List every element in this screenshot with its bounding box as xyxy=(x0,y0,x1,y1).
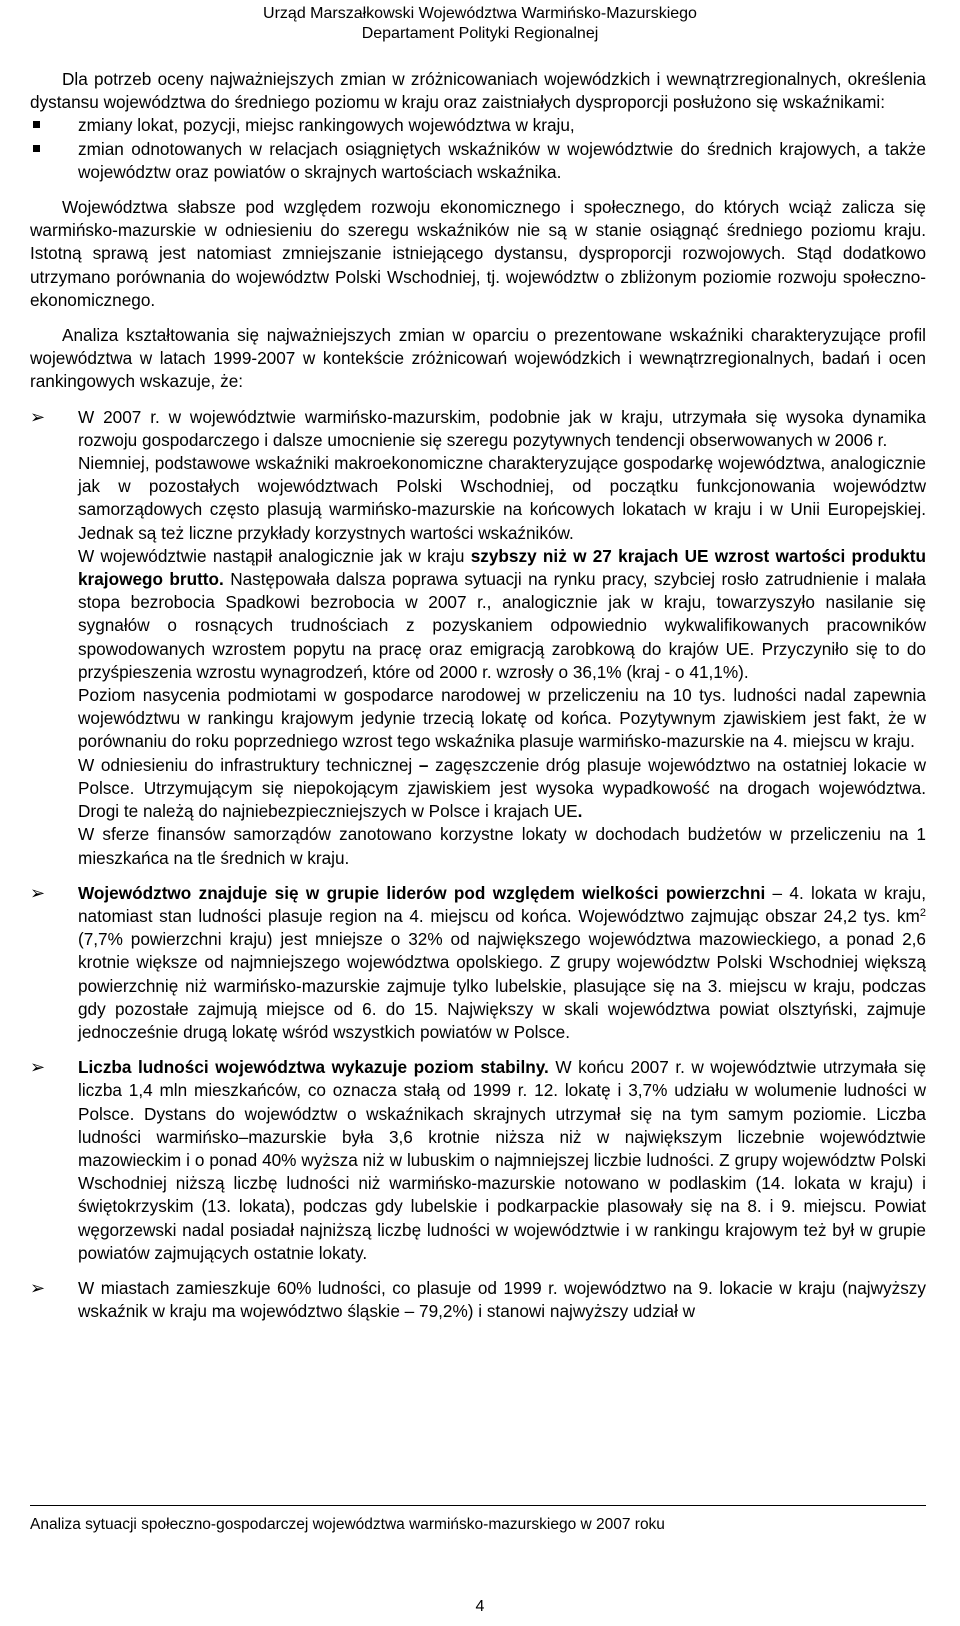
page-number: 4 xyxy=(475,1598,485,1615)
list-item xyxy=(30,114,926,137)
arrow-bullet-icon: ➢ xyxy=(30,406,46,427)
finding-paragraph: W miastach zamieszkuje 60% ludności, co plasuje od 1999 r. województwo na 9. lokacie w kraju (najwyższy wskaźnik w kraju ma województwo śląskie – 79,2%) i stanowi najwyższy udział w xyxy=(78,1277,926,1322)
bold-text-run: szybszy niż w 27 krajach UE wzrost wartości produktu krajowego brutto. xyxy=(78,545,927,590)
finding-paragraph: W sferze finansów samorządów zanotowano korzystne lokaty w dochodach budżetów w przeliczeniu na 1 mieszkańca na tle średnich w kraju. xyxy=(78,824,926,868)
text-run: W końcu 2007 r. w województwie utrzymała się liczba 1,4 mln mieszkańców, co oznacza stałą od 1999 r. 12. lokatę i 3,7% udziału w wolumenie ludności w Polsce. Dystans do województw o wskaźnikach skrajnych utrzymał się na tym samym poziomie. Liczba ludności warmińsko–mazurskie była 3,6 krotnie niższa niż w największym liczebnie województwie mazowieckim i o ponad 40% wyższa niż w lubuskim o najmniejszej liczbie ludności. Z grupy województw Polski Wschodniej niższą liczbę ludności niż warmińsko-mazurskie notowano w podlaskim (14. lokata w kraju) i świętokrzyskim (13. lokata), podczas gdy lubelskie i podkarpackie plasowały się na 8. i 9. miejscu. Powiat węgorzewski nadal posiadał najniższą liczbę ludności w województwie i w rankingu krajowym też był w grupie powiatów zajmujących ostatnie lokaty. xyxy=(78,1057,927,1263)
spacer xyxy=(30,184,926,196)
finding-paragraph xyxy=(78,545,926,684)
spacer xyxy=(30,1265,926,1277)
paragraph-weaker-regions: Województwa słabsze pod względem rozwoju ekonomicznego i społecznego, do których wciąż zalicza się warmińsko-mazurskie w odniesieniu do szeregu wskaźników nie są w stanie osiągnąć średniego poziomu kraju. Istotną sprawą jest natomiast zmniejszanie istniejącego dystansu, dysproporcji rozwojowych. Stąd dodatkowo utrzymano porównania do województw Polski Wschodniej, tj. województw o zbliżonym poziomie rozwoju społeczno-ekonomicznego. xyxy=(30,197,926,310)
paragraph-analysis: Analiza kształtowania się najważniejszych zmian w oparciu o prezentowane wskaźniki charakteryzujące profil województwa w latach 1999-2007 w kontekście zróżnicowań wojewódzkich i wewnątrzregionalnych, badań i ocen rankingowych wskazuje, że: xyxy=(30,325,926,392)
header-department: Departament Polityki Regionalnej xyxy=(361,25,599,42)
finding-economy xyxy=(30,406,926,870)
square-bullet-icon xyxy=(33,121,40,128)
arrow-bullet-icon: ➢ xyxy=(30,1277,46,1298)
spacer xyxy=(30,1044,926,1056)
superscript: 2 xyxy=(919,906,926,919)
spacer xyxy=(30,394,926,406)
spacer xyxy=(30,870,926,882)
text-run: (7,7% powierzchni kraju) jest mniejsze o 32% od największego województwa mazowieckiego, a ponad 2,6 krotnie większe od najmniejszego województwa opolskiego. Z grupy województw Polski Wschodniej większą powierzchnię niż warmińsko-mazurskie zajmuje tylko lubelskie, plasujące się na 3. miejscu w kraju, podczas gdy pozostałe zajmują miejsce od 6. do 15. Największy w skali województwa powiat olsztyński, zajmuje jednocześnie drugą lokatę wśród wszystkich powiatów w Polsce. xyxy=(78,929,926,1042)
finding-paragraph xyxy=(78,754,926,824)
bold-dash: – xyxy=(418,754,429,775)
bold-period: . xyxy=(577,801,583,822)
list-item-text: zmian odnotowanych w relacjach osiągniętych wskaźników w województwie do średnich krajowych, a także województw oraz powiatów o skrajnych wartościach wskaźnika. xyxy=(78,138,926,182)
text-run: – 4. lokata w kraju, natomiast stan ludności plasuje region na 4. miejscu od końca. Województwo zajmując obszar 24,2 tys. km xyxy=(78,882,926,926)
intro-paragraph: Dla potrzeb oceny najważniejszych zmian w zróżnicowaniach wojewódzkich i wewnątrzregionalnych, określenia dystansu województwa do średniego poziomu w kraju oraz zaistniałych dysproporcji posłużono się wskaźnikami: xyxy=(30,69,926,113)
page-header xyxy=(0,4,960,44)
arrow-bullet-icon: ➢ xyxy=(30,882,46,903)
page-footer: Analiza sytuacji społeczno-gospodarczej województwa warmińsko-mazurskiego w 2007 roku xyxy=(30,1516,665,1533)
finding-population xyxy=(30,1056,926,1265)
finding-area xyxy=(30,882,926,1044)
finding-paragraph xyxy=(78,882,926,1044)
text-run: W odniesieniu do infrastruktury technicznej xyxy=(78,754,419,775)
bold-text-run: Województwo znajduje się w grupie liderów pod względem wielkości powierzchni xyxy=(78,882,766,903)
text-run: zagęszczenie dróg plasuje województwo na ostatniej lokacie w Polsce. Utrzymującym się niepokojącym zjawiskiem jest wysoka wypadkowość na drogach województwa. Drogi te należą do najniebezpieczniejszych w Polsce i krajach UE xyxy=(78,754,926,822)
text-run: Następowała dalsza poprawa sytuacji na rynku pracy, szybciej rosło zatrudnienie i malała stopa bezrobocia Spadkowi bezrobocia w 2007 r., analogicznie jak w kraju, towarzyszyło nasilanie się sygnałów o rosnących trudnościach z pozyskaniem odpowiednio wykwalifikowanych pracowników spowodowanych wzrostem popytu na pracę oraz emigracją zarobkową do krajów UE. Przyczyniło się to do przyśpieszenia wzrostu wynagrodzeń, które od 2000 r. wzrosły o 36,1% (kraj - o 41,1%). xyxy=(78,569,926,682)
list-item-text: zmiany lokat, pozycji, miejsc rankingowych województwa w kraju, xyxy=(78,115,575,136)
document-body xyxy=(30,68,926,1323)
finding-paragraph: W 2007 r. w województwie warmińsko-mazurskim, podobnie jak w kraju, utrzymała się wysoka dynamika rozwoju gospodarczego i dalsze umocnienie się szeregu pozytywnych tendencji obserwowanych w 2006 r. xyxy=(78,406,926,450)
finding-paragraph xyxy=(78,1056,926,1265)
finding-paragraph: Poziom nasycenia podmiotami w gospodarce narodowej w przeliczeniu na 10 tys. ludności nadal zapewnia województwu w rankingu krajowym jedynie trzecią lokatę od końca. Pozytywnym zjawiskiem jest fakt, że w porównaniu do roku poprzedniego wzrost tego wskaźnika plasuje warmińsko-mazurskie na 4. miejscu w kraju. xyxy=(78,685,926,752)
text-run: W województwie nastąpił analogicznie jak w kraju xyxy=(78,545,471,566)
list-item xyxy=(30,138,926,184)
bold-text-run: Liczba ludności województwa wykazuje poziom stabilny. xyxy=(78,1057,549,1078)
spacer xyxy=(30,312,926,324)
square-bullet-icon xyxy=(33,145,40,152)
footer-divider xyxy=(30,1505,926,1506)
finding-paragraph: Niemniej, podstawowe wskaźniki makroekonomiczne charakteryzujące gospodarkę województwa, analogicznie jak w pozostałych województwach Polski Wschodniej, od początku funkcjonowania województw samorządowych często plasują warmińsko-mazurskie na końcowych lokatach w kraju i w Unii Europejskiej. Jednak są też liczne przykłady korzystnych wartości wskaźników. xyxy=(78,453,926,543)
finding-urbanization xyxy=(30,1277,926,1323)
indicator-list xyxy=(30,114,926,184)
arrow-bullet-icon: ➢ xyxy=(30,1057,46,1078)
header-institution: Urząd Marszałkowski Województwa Warmińsko-Mazurskiego xyxy=(263,5,697,22)
